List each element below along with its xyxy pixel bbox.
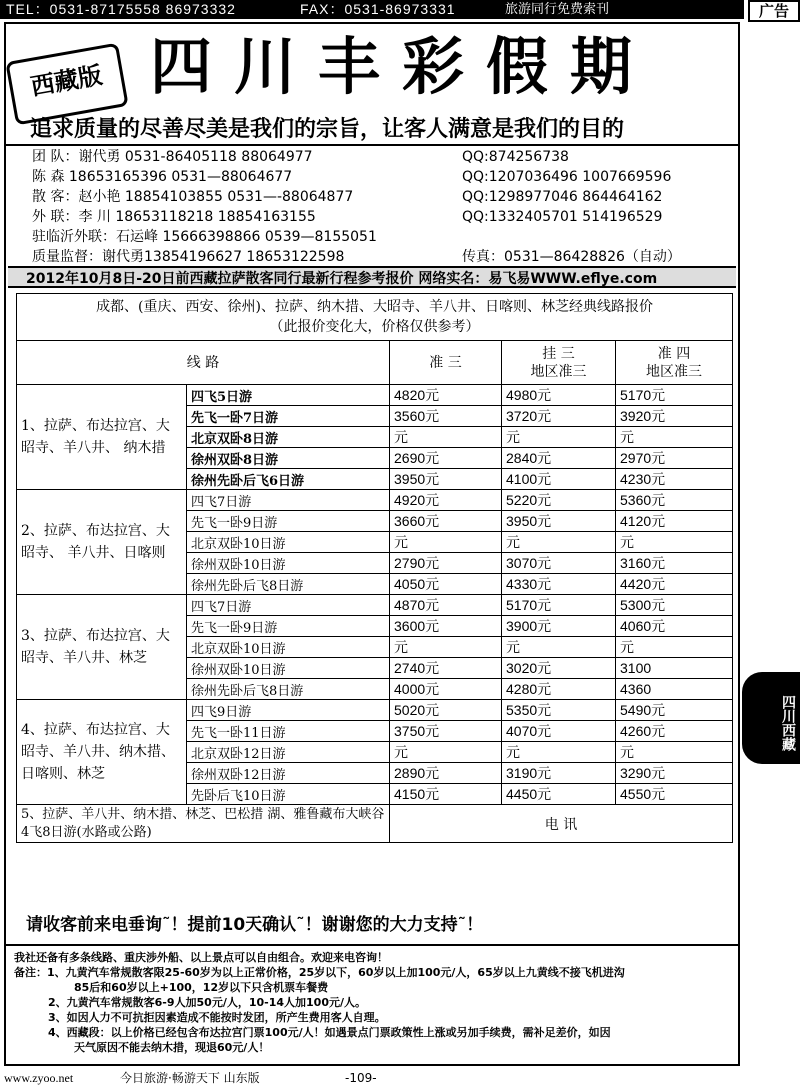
price-b: 4280元 xyxy=(502,679,616,700)
price-b: 3020元 xyxy=(502,658,616,679)
table-title xyxy=(17,294,733,341)
contact-list-left xyxy=(32,148,377,268)
divider xyxy=(4,944,740,946)
itinerary-name: 先飞一卧9日游 xyxy=(187,511,390,532)
price-a: 3600元 xyxy=(390,616,502,637)
top-contact-bar xyxy=(0,0,744,19)
col-header-a: 准 三 xyxy=(390,341,502,385)
price-b: 4980元 xyxy=(502,385,616,406)
page-number: -109- xyxy=(345,1071,377,1085)
price-b: 元 xyxy=(502,427,616,448)
group-5-price: 电 讯 xyxy=(390,805,733,843)
price-groups xyxy=(17,385,733,805)
qq-line xyxy=(462,228,681,248)
remark-line: 天气原因不能去纳木措，现退60元/人！ xyxy=(74,1041,270,1054)
price-b: 3190元 xyxy=(502,763,616,784)
price-c: 4550元 xyxy=(616,784,733,805)
price-c: 5490元 xyxy=(616,700,733,721)
table-title-line2: （此报价变化大，价格仅供参考） xyxy=(269,319,480,335)
remark-line: 我社还备有多条线路、重庆涉外船、以上景点可以自由组合。欢迎来电咨询！ xyxy=(14,951,388,964)
route-group-5: 5、拉萨、羊八井、纳木措、林芝、巴松措 湖、雅鲁藏布大峡谷4飞8日游(水路或公路) xyxy=(17,805,390,843)
itinerary-name: 徐州先卧后飞8日游 xyxy=(187,574,390,595)
date-banner: 2012年10月8日-20日前西藏拉萨散客同行最新行程参考报价 网络实名：易飞易WWW.eflye.com xyxy=(8,266,736,288)
price-a: 元 xyxy=(390,637,502,658)
price-b: 元 xyxy=(502,532,616,553)
itinerary-name: 先卧后飞10日游 xyxy=(187,784,390,805)
price-a: 2790元 xyxy=(390,553,502,574)
price-a: 5020元 xyxy=(390,700,502,721)
itinerary-name: 先飞一卧7日游 xyxy=(187,406,390,427)
itinerary-name: 徐州双卧12日游 xyxy=(187,763,390,784)
fax-line: 传真：0531—86428826（自动） xyxy=(462,249,681,265)
qq-line: QQ:1332405701 514196529 xyxy=(462,209,663,225)
price-b: 3720元 xyxy=(502,406,616,427)
itinerary-name: 四飞5日游 xyxy=(187,385,390,406)
price-b: 5220元 xyxy=(502,490,616,511)
contact-line: 外 联：李 川 18653118218 18854163155 xyxy=(32,209,316,225)
header-fax: FAX：0531-86973331 xyxy=(300,1,456,17)
price-a: 2890元 xyxy=(390,763,502,784)
itinerary-name: 徐州双卧8日游 xyxy=(187,448,390,469)
contact-line: 陈 森 18653165396 0531—88064677 xyxy=(32,169,293,185)
price-c: 元 xyxy=(616,532,733,553)
edition-stamp: 西藏版 xyxy=(5,43,128,126)
itinerary-name: 徐州双卧10日游 xyxy=(187,553,390,574)
ad-tag: 广告 xyxy=(748,0,800,22)
price-c: 元 xyxy=(616,637,733,658)
price-a: 元 xyxy=(390,742,502,763)
price-c: 3100 xyxy=(616,658,733,679)
itinerary-name: 先飞一卧9日游 xyxy=(187,616,390,637)
table-row xyxy=(17,385,733,406)
price-b: 元 xyxy=(502,742,616,763)
price-a: 4920元 xyxy=(390,490,502,511)
price-a: 元 xyxy=(390,532,502,553)
price-c: 5170元 xyxy=(616,385,733,406)
footer-website: www.zyoo.net xyxy=(4,1071,74,1085)
table-row xyxy=(17,700,733,721)
price-a: 4820元 xyxy=(390,385,502,406)
contact-line: 驻临沂外联：石运峰 15666398866 0539—8155051 xyxy=(32,229,377,245)
remarks xyxy=(14,950,738,1055)
page-footer xyxy=(0,1069,800,1087)
contact-line: 团 队：谢代勇 0531-86405118 88064977 xyxy=(32,149,313,165)
itinerary-name: 北京双卧12日游 xyxy=(187,742,390,763)
route-group-4: 4、拉萨、布达拉宫、大昭寺、羊八井、纳木措、日喀则、林芝 xyxy=(17,700,187,805)
remark-line: 2、九黄汽车常规散客6-9人加50元/人，10-14人加100元/人。 xyxy=(48,996,367,1009)
price-a: 元 xyxy=(390,427,502,448)
brand-motto: 追求质量的尽善尽美是我们的宗旨，让客人满意是我们的目的 xyxy=(30,117,625,142)
itinerary-name: 徐州先卧后飞8日游 xyxy=(187,679,390,700)
itinerary-name: 四飞9日游 xyxy=(187,700,390,721)
col-header-b-line2: 地区准三 xyxy=(530,363,587,380)
price-c: 4420元 xyxy=(616,574,733,595)
price-b: 4450元 xyxy=(502,784,616,805)
price-c: 5360元 xyxy=(616,490,733,511)
itinerary-name: 徐州双卧10日游 xyxy=(187,658,390,679)
table-row xyxy=(17,490,733,511)
price-c: 5300元 xyxy=(616,595,733,616)
route-group-2: 2、拉萨、布达拉宫、大昭寺、 羊八井、日喀则 xyxy=(17,490,187,595)
price-b: 3950元 xyxy=(502,511,616,532)
col-header-b xyxy=(502,341,616,385)
price-c: 4360 xyxy=(616,679,733,700)
remark-line: 3、如因人力不可抗拒因素造成不能按时发团，所产生费用客人自理。 xyxy=(48,1011,386,1024)
itinerary-name: 四飞7日游 xyxy=(187,490,390,511)
price-b: 3900元 xyxy=(502,616,616,637)
contact-list-right xyxy=(462,148,681,268)
price-a: 4000元 xyxy=(390,679,502,700)
price-b: 3070元 xyxy=(502,553,616,574)
price-b: 5350元 xyxy=(502,700,616,721)
price-c: 3290元 xyxy=(616,763,733,784)
col-header-route: 线 路 xyxy=(17,341,390,385)
itinerary-name: 北京双卧8日游 xyxy=(187,427,390,448)
price-c: 3160元 xyxy=(616,553,733,574)
table-row xyxy=(17,595,733,616)
price-b: 4070元 xyxy=(502,721,616,742)
col-header-c-line1: 准 四 xyxy=(657,345,691,362)
price-c: 4120元 xyxy=(616,511,733,532)
itinerary-name: 徐州先卧后飞6日游 xyxy=(187,469,390,490)
price-a: 3660元 xyxy=(390,511,502,532)
itinerary-name: 北京双卧10日游 xyxy=(187,532,390,553)
route-group-3: 3、拉萨、布达拉宫、大昭寺、羊八井、林芝 xyxy=(17,595,187,700)
itinerary-name: 北京双卧10日游 xyxy=(187,637,390,658)
price-a: 2740元 xyxy=(390,658,502,679)
col-header-c-line2: 地区准三 xyxy=(646,363,703,380)
remark-line: 备注：1、九黄汽车常规散客限25-60岁为以上正常价格，25岁以下，60岁以上加100元/人，65岁以上九黄线不接飞机进沟 xyxy=(14,966,625,979)
price-c: 4260元 xyxy=(616,721,733,742)
price-a: 3560元 xyxy=(390,406,502,427)
price-b: 4330元 xyxy=(502,574,616,595)
remark-line: 4、西藏段：以上价格已经包含布达拉宫门票100元/人！如遇景点门票政策性上涨或另加手续费，需补足差价，如因 xyxy=(48,1026,611,1039)
route-group-1: 1、拉萨、布达拉宫、大昭寺、羊八井、 纳木措 xyxy=(17,385,187,490)
qq-line: QQ:1298977046 864464162 xyxy=(462,189,663,205)
remark-line: 85后和60岁以上+100，12岁以下只含机票车餐费 xyxy=(74,981,329,994)
price-c: 4230元 xyxy=(616,469,733,490)
price-a: 4870元 xyxy=(390,595,502,616)
price-c: 2970元 xyxy=(616,448,733,469)
price-b: 5170元 xyxy=(502,595,616,616)
price-b: 元 xyxy=(502,637,616,658)
section-side-tab xyxy=(742,672,800,764)
price-a: 2690元 xyxy=(390,448,502,469)
col-header-c xyxy=(616,341,733,385)
qq-line: QQ:874256738 xyxy=(462,149,569,165)
contact-line: 质量监督：谢代勇13854196627 18653122598 xyxy=(32,249,345,265)
price-c: 4060元 xyxy=(616,616,733,637)
price-c: 元 xyxy=(616,742,733,763)
brand-title: 四川丰彩假期 xyxy=(150,30,655,103)
divider xyxy=(4,144,740,146)
price-table xyxy=(16,293,733,843)
itinerary-name: 四飞7日游 xyxy=(187,595,390,616)
notice-text: 请收客前来电垂询˜！提前10天确认˜！谢谢您的大力支持˜！ xyxy=(26,915,484,935)
col-header-b-line1: 挂 三 xyxy=(542,345,575,362)
footer-publication: 今日旅游·畅游天下 山东版 xyxy=(120,1071,260,1085)
price-b: 4100元 xyxy=(502,469,616,490)
price-c: 元 xyxy=(616,427,733,448)
price-a: 4050元 xyxy=(390,574,502,595)
qq-line: QQ:1207036496 1007669596 xyxy=(462,169,672,185)
table-title-line1: 成都、(重庆、西安、徐州)、拉萨、纳木措、大昭寺、羊八井、日喀则、林芝经典线路报价 xyxy=(96,299,653,315)
price-b: 2840元 xyxy=(502,448,616,469)
contact-line: 散 客：赵小艳 18854103855 0531—-88064877 xyxy=(32,189,354,205)
header-tel: TEL：0531-87175558 86973332 xyxy=(6,1,236,17)
header-slogan: 旅游同行免费索刊 xyxy=(505,2,610,17)
price-a: 4150元 xyxy=(390,784,502,805)
price-a: 3950元 xyxy=(390,469,502,490)
itinerary-name: 先飞一卧11日游 xyxy=(187,721,390,742)
section-side-tab-label: 四川西藏 xyxy=(780,695,796,751)
price-c: 3920元 xyxy=(616,406,733,427)
price-a: 3750元 xyxy=(390,721,502,742)
